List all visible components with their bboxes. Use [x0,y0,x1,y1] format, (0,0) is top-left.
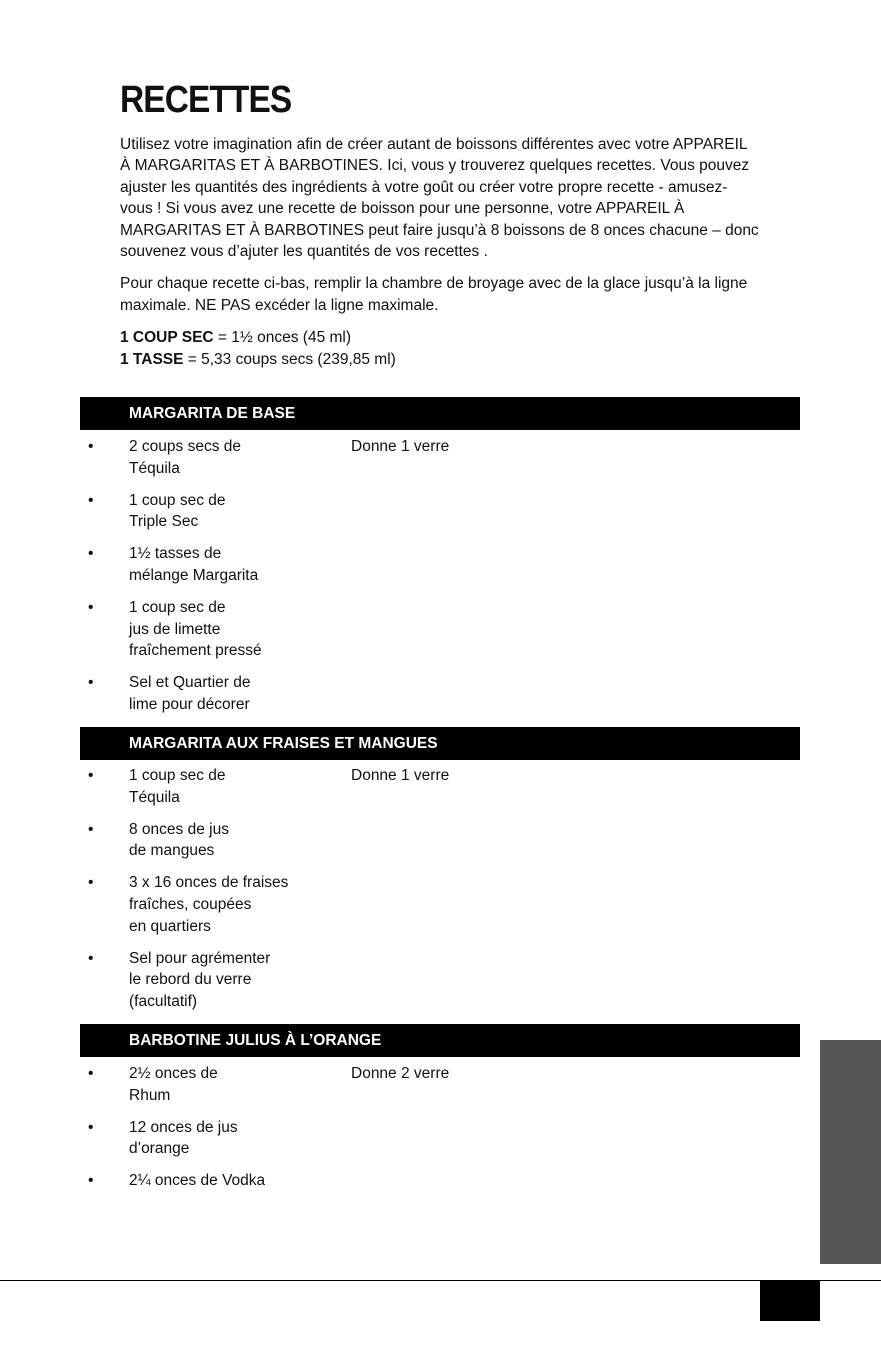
bullet: • [88,820,94,838]
bullet: • [88,599,94,617]
bullet: • [88,949,94,967]
bullet: • [88,491,94,509]
ingredient-text: 8 onces de jus de mangues [129,820,229,860]
list-item [80,597,340,662]
recipe-header-margarita-fraises-mangues [80,727,800,760]
recipe-title: MARGARITA AUX FRAISES ET MANGUES [129,735,438,752]
recipe-header-margarita-de-base [80,397,800,430]
list-item [80,436,340,479]
bullet: • [88,1172,94,1190]
definition-cup [120,349,760,370]
definition-cup-term: 1 TASSE [120,350,184,368]
definition-shot [120,327,760,348]
bullet: • [88,1065,94,1082]
list-item [80,490,340,533]
intro-instructions: Pour chaque recette ci-bas, remplir la chambre de broyage avec de la glace jusqu’à la ligne maximale. NE PAS excéder la ligne maximale. [120,275,748,314]
ingredient-text: 2½ onces de Rhum [129,1065,218,1104]
ingredient-text: 12 onces de jus d’orange [129,1118,238,1158]
page-number-box [760,1281,820,1321]
definition-shot-term: 1 COUP SEC [120,329,214,347]
ingredient-text: 3 x 16 onces de fraises fraîches, coupées en quartiers [129,874,289,935]
bullet: • [88,767,94,784]
ingredient-text: 1 coup sec de Téquila [129,767,226,806]
side-tab [820,1040,881,1264]
intro [120,134,760,370]
list-item [80,1117,340,1160]
bullet: • [88,1118,94,1136]
ingredient-text: 1½ tasses de mélange Margarita [129,545,259,584]
ingredient-text: 2 coups secs de Téquila [129,438,242,477]
list-item [80,819,340,862]
recipe-header-barbotine-julius [80,1024,800,1057]
recipe-yield: Donne 2 verre [351,1065,450,1082]
ingredient-text: Sel pour agrémenter le rebord du verre (facultatif) [129,949,271,1010]
list-item [80,543,340,586]
intro-paragraph: Utilisez votre imagination afin de créer autant de boissons différentes avec votre APPAREIL À MARGARITAS ET À BARBOTINES. Ici, vous y trouverez quelques recettes. Vous pouvez ajuster les quantités des ingrédients à votre goût ou créer votre propre recette - amusez-vous ! Si vous avez une recette de boisson pour une personne, votre APPAREIL À MARGARITAS ET À BARBOTINES peut faire jusqu’à 8 boissons de 8 onces chacune – donc souvenez vous d’ajuter les quantités de vos recettes . [120,136,759,261]
list-item [80,1170,340,1192]
definition-cup-value: = 5,33 coups secs (239,85 ml) [183,350,396,368]
definition-shot-value: = 1½ onces (45 ml) [213,329,352,347]
bullet: • [88,874,94,892]
list-item [80,948,340,1013]
list-item [80,765,340,808]
list-item [80,1063,340,1106]
recipe-yield: Donne 1 verre [351,767,450,784]
ingredient-text: 1 coup sec de Triple Sec [129,491,226,531]
measure-definitions [120,327,760,370]
bullet: • [88,674,94,692]
ingredient-list [80,1063,340,1202]
ingredient-text: 2¼ onces de Vodka [129,1172,266,1190]
ingredient-list [80,765,340,1023]
footer-divider [0,1280,881,1281]
list-item [80,672,340,715]
recipe-yield: Donne 1 verre [351,438,450,455]
bullet: • [88,545,94,563]
recipe-title: BARBOTINE JULIUS À L’ORANGE [129,1032,382,1049]
list-item [80,872,340,937]
page-title: RECETTES [120,79,292,121]
ingredient-text: 1 coup sec de jus de limette fraîchement pressé [129,599,262,660]
bullet: • [88,438,94,455]
ingredient-list [80,436,340,726]
ingredient-text: Sel et Quartier de lime pour décorer [129,674,251,713]
recipe-title: MARGARITA DE BASE [129,405,296,422]
